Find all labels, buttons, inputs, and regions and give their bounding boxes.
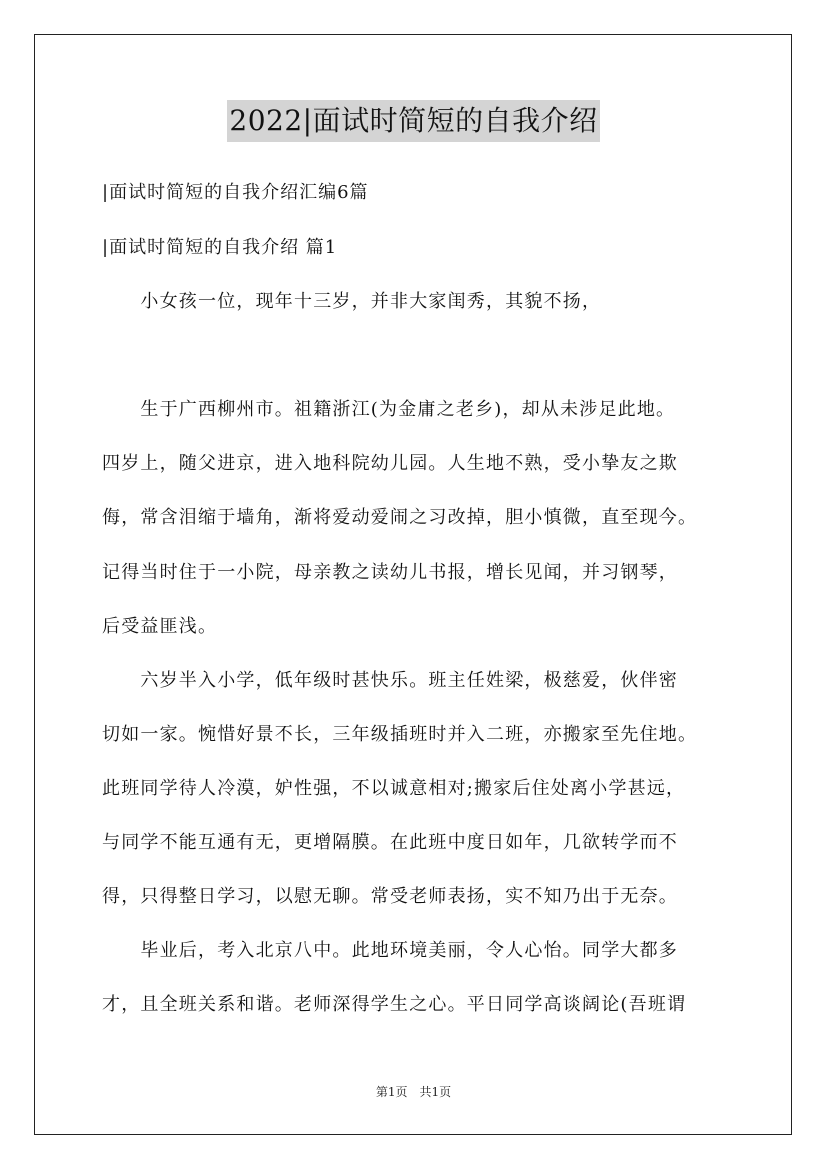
body-line: 与同学不能互通有无，更增隔膜。在此班中度日如年，几欲转学而不 bbox=[102, 832, 678, 853]
body-line: 后受益匪浅。 bbox=[102, 616, 218, 637]
page-number: 第1页 共1页 bbox=[375, 1085, 452, 1099]
body-line: 四岁上，随父进京，进入地科院幼儿园。人生地不熟，受小挚友之欺 bbox=[102, 453, 678, 474]
title-container bbox=[0, 100, 827, 142]
body-line: 才，且全班关系和谐。老师深得学生之心。平日同学高谈阔论(吾班谓 bbox=[102, 994, 687, 1015]
subheading-part: |面试时简短的自我介绍 篇1 bbox=[102, 237, 338, 258]
subheading-collection: |面试时简短的自我介绍汇编6篇 bbox=[102, 182, 369, 203]
document-title: 2022|面试时简短的自我介绍 bbox=[227, 100, 599, 142]
body-line: 六岁半入小学，低年级时甚快乐。班主任姓梁，极慈爱，伙伴密 bbox=[102, 670, 678, 691]
body-line: 侮，常含泪缩于墙角，渐将爱动爱闹之习改掉，胆小慎微，直至现今。 bbox=[102, 507, 698, 528]
body-line: 此班同学待人冷漠，妒性强，不以诚意相对;搬家后住处离小学甚远， bbox=[102, 778, 686, 799]
body-line: 记得当时住于一小院，母亲教之读幼儿书报，增长见闻，并习钢琴， bbox=[102, 562, 678, 583]
body-line: 生于广西柳州市。祖籍浙江(为金庸之老乡)，却从未涉足此地。 bbox=[102, 399, 676, 420]
body-line: 小女孩一位，现年十三岁，并非大家闺秀，其貌不扬， bbox=[102, 291, 602, 312]
body-line: 得，只得整日学习，以慰无聊。常受老师表扬，实不知乃出于无奈。 bbox=[102, 886, 678, 907]
body-line: 毕业后，考入北京八中。此地环境美丽，令人心怡。同学大都多 bbox=[102, 940, 678, 961]
body-line: 切如一家。惋惜好景不长，三年级插班时并入二班，亦搬家至先住地。 bbox=[102, 724, 698, 745]
